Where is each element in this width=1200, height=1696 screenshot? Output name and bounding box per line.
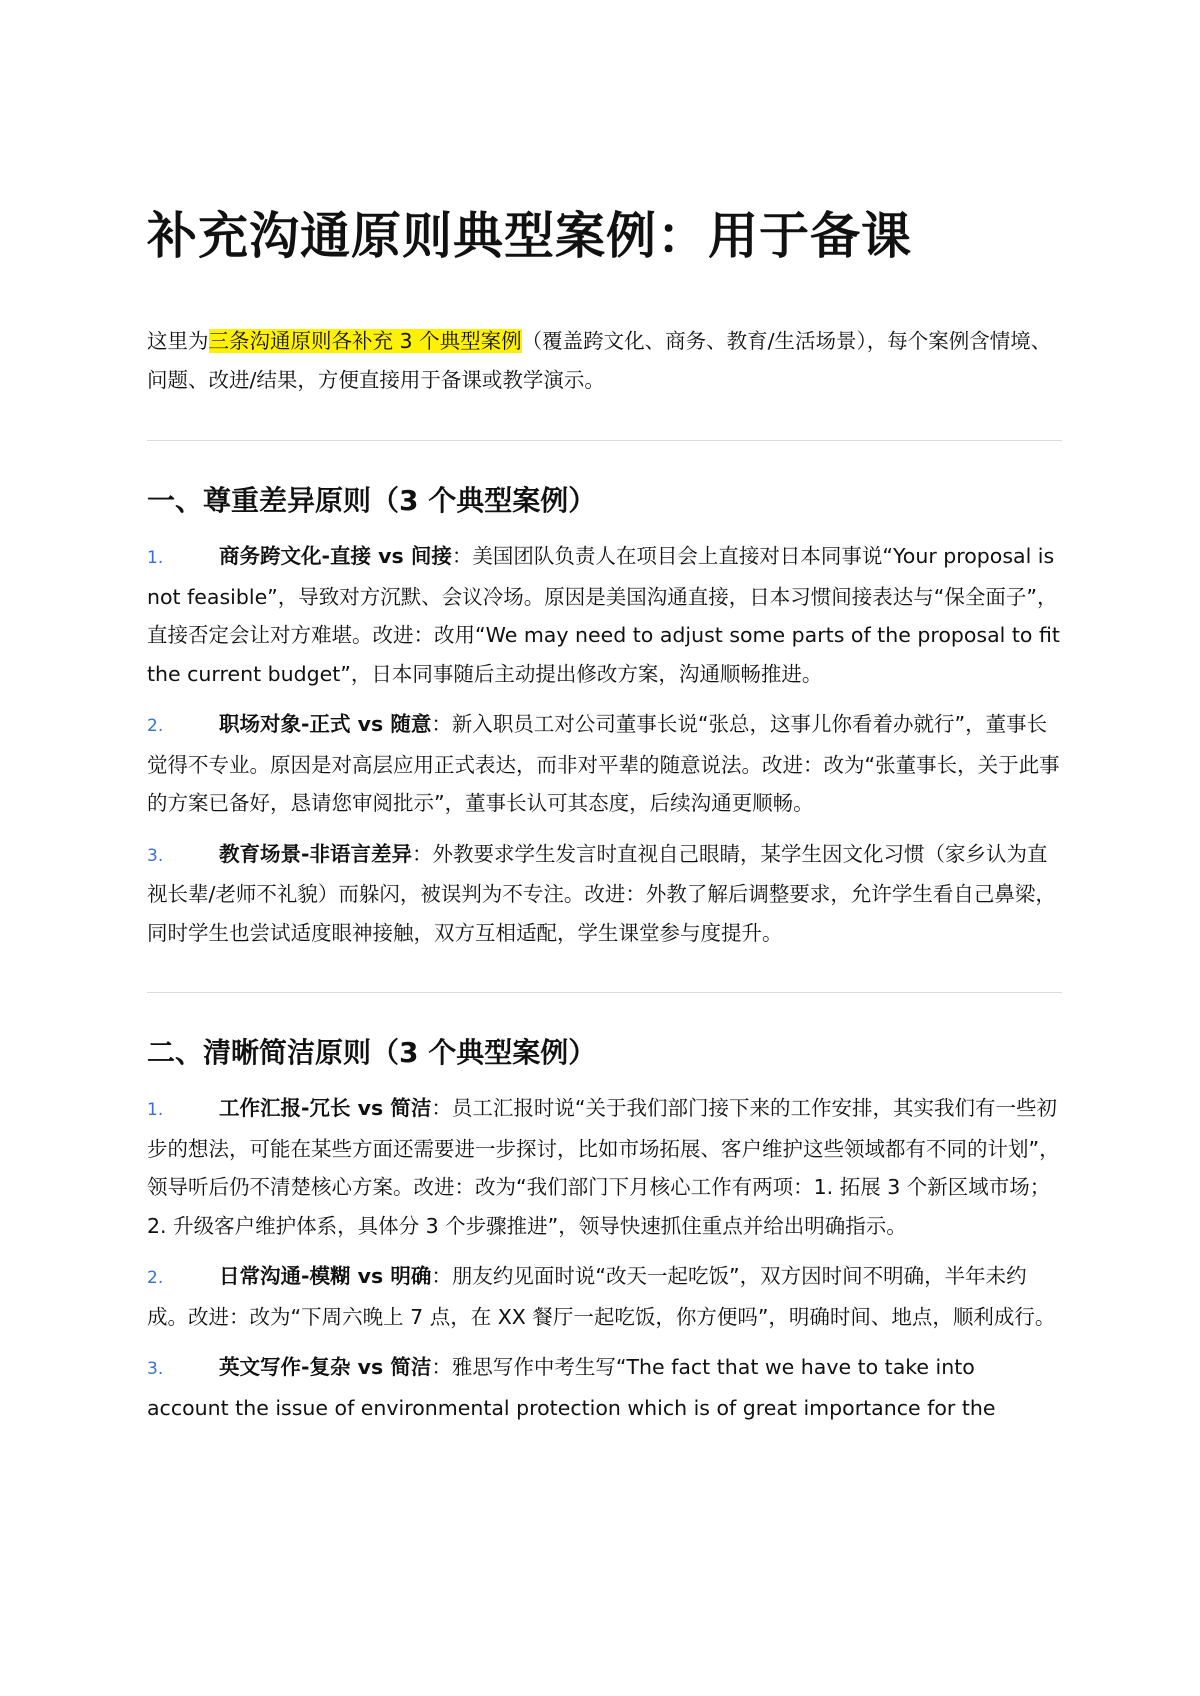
section-heading: 一、尊重差异原则（3 个典型案例）	[147, 484, 597, 517]
case-item	[147, 537, 1062, 693]
section-respect-differences	[147, 477, 1062, 952]
case-number: 2.	[147, 1268, 164, 1288]
intro-text-before: 这里为	[147, 329, 209, 353]
case-item	[147, 835, 1062, 953]
intro-highlight: 三条沟通原则各补充 3 个典型案例	[208, 329, 522, 353]
case-text: ：外教要求学生发言时直视自己眼睛，某学生因文化习惯（家乡认为直视长辈/老师不礼貌）而躲闪，被误判为不专注。改进：外教了解后调整要求，允许学生看自己鼻梁，同时学生也尝试适度眼神接触，双方互相适配，学生课堂参与度提升。	[147, 841, 1056, 945]
case-number: 1.	[147, 548, 164, 568]
case-title: 日常沟通-模糊 vs 明确	[219, 1264, 432, 1288]
case-item	[147, 1348, 1062, 1427]
case-title: 教育场景-非语言差异	[219, 841, 413, 866]
case-text: ：美国团队负责人在项目会上直接对日本同事说“Your proposal is not feasible”，导致对方沉默、会议冷场。原因是美国沟通直接，日本习惯间接表达与“保全面子”，直接否定会让对方难堪。改进：改用“We may need to adjust some parts of the proposal to fit the current budget”，日本同事随后主动提出修改方案，沟通顺畅推进。	[147, 544, 1060, 686]
case-text: ：新入职员工对公司董事长说“张总，这事儿你看着办就行”，董事长觉得不专业。原因是对高层应用正式表达，而非对平辈的随意说法。改进：改为“张董事长，关于此事的方案已备好，恳请您审阅批示”，董事长认可其态度，后续沟通更顺畅。	[147, 712, 1060, 815]
intro-text-after: （覆盖跨文化、商务、教育/生活场景），每个案例含情境、问题、改进/结果，方便直接用于备课或教学演示。	[147, 329, 1052, 392]
case-item	[147, 1257, 1062, 1336]
case-number: 1.	[147, 1100, 164, 1120]
case-number: 3.	[147, 845, 164, 866]
case-title: 工作汇报-冗长 vs 简洁	[219, 1096, 432, 1120]
section-divider	[147, 440, 1062, 441]
intro-paragraph	[147, 322, 1062, 400]
case-item	[147, 705, 1062, 823]
case-number: 2.	[147, 716, 164, 736]
case-item	[147, 1089, 1062, 1245]
section-heading: 二、清晰简洁原则（3 个典型案例）	[147, 1036, 597, 1069]
case-text: ：员工汇报时说“关于我们部门接下来的工作安排，其实我们有一些初步的想法，可能在某些方面还需要进一步探讨，比如市场拓展、客户维护这些领域都有不同的计划”，领导听后仍不清楚核心方案。改进：改为“我们部门下月核心工作有两项：1. 拓展 3 个新区域市场；2. 升级客户维护体系，具体分 3 个步骤推进”，领导快速抓住重点并给出明确指示。	[147, 1096, 1060, 1238]
case-text: ：雅思写作中考生写“The fact that we have to take into account the issue of environmental protection which is of great importance for the	[147, 1355, 996, 1420]
case-title: 职场对象-正式 vs 随意	[219, 712, 432, 736]
case-title: 商务跨文化-直接 vs 间接	[219, 544, 452, 568]
page-title: 补充沟通原则典型案例：用于备课	[147, 207, 912, 265]
case-title: 英文写作-复杂 vs 简洁	[219, 1355, 432, 1379]
section-divider	[147, 992, 1062, 993]
case-number: 3.	[147, 1359, 164, 1379]
case-text: ：朋友约见面时说“改天一起吃饭”，双方因时间不明确，半年未约成。改进：改为“下周六晚上 7 点，在 XX 餐厅一起吃饭，你方便吗”，明确时间、地点，顺利成行。	[147, 1264, 1056, 1329]
section-clear-concise	[147, 1029, 1062, 1427]
